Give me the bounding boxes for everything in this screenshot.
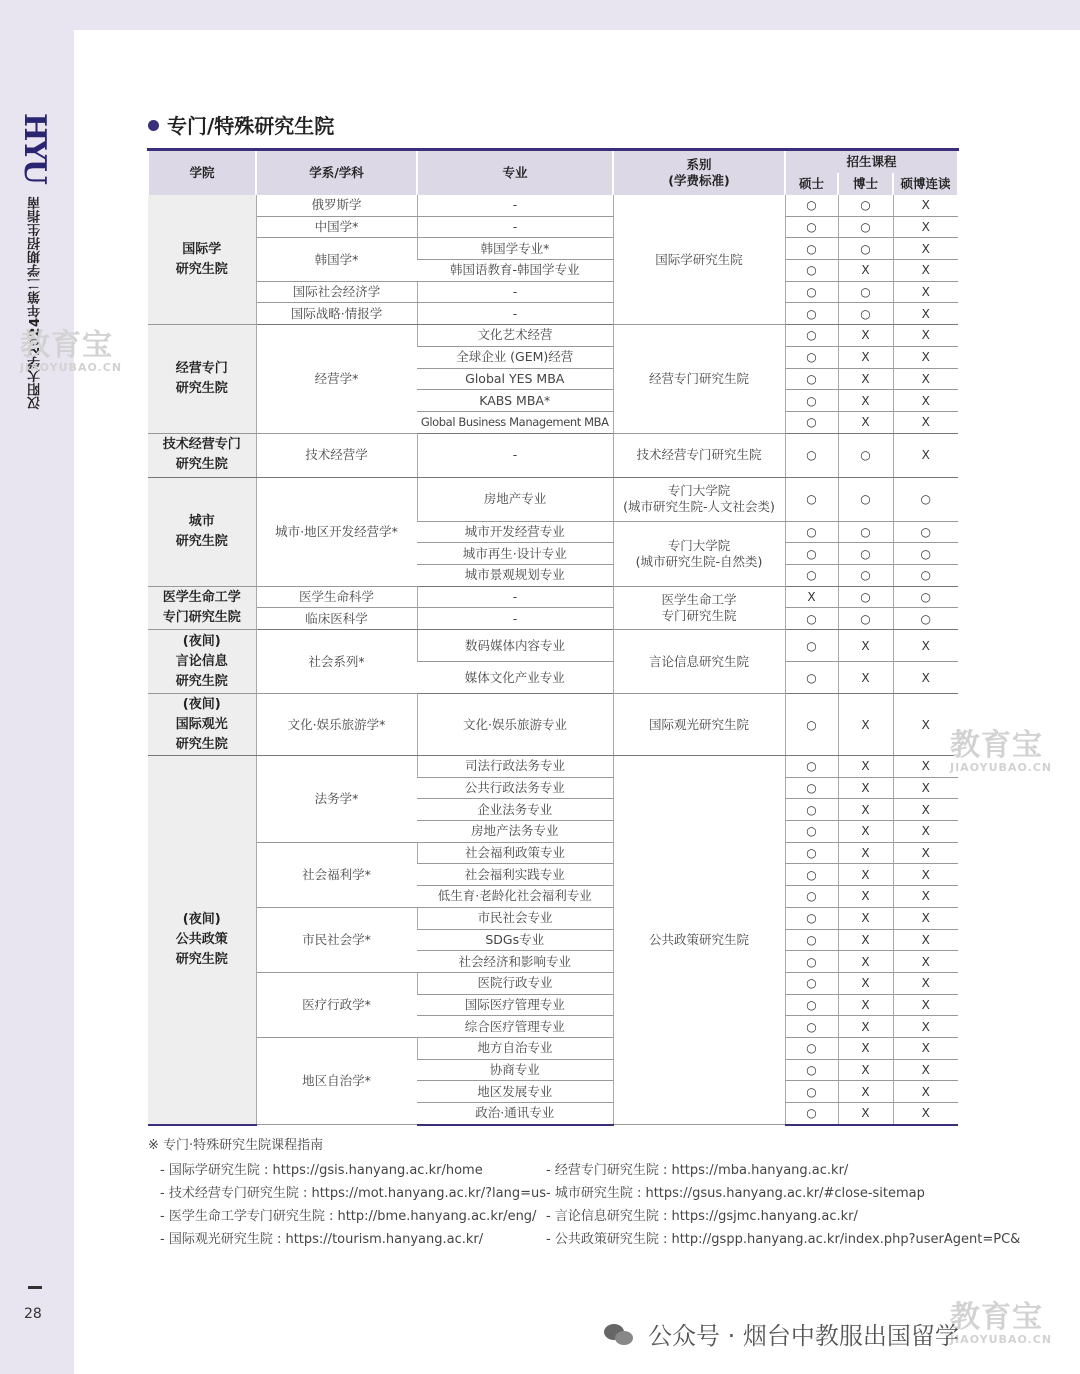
dept-cell: 技术经营学 — [256, 433, 417, 477]
combined-mark: X — [893, 346, 958, 368]
combined-mark: X — [893, 972, 958, 994]
combined-mark: X — [893, 842, 958, 864]
combined-mark: X — [893, 994, 958, 1016]
combined-mark: X — [893, 368, 958, 390]
doctor-mark: X — [838, 951, 893, 973]
doctor-mark: X — [838, 1103, 893, 1125]
doctor-mark: X — [838, 907, 893, 929]
combined-mark: X — [893, 694, 958, 756]
master-mark: ○ — [785, 951, 838, 973]
table-row — [148, 907, 958, 929]
major-cell: 市民社会专业 — [417, 907, 613, 929]
doctor-mark: X — [838, 1059, 893, 1081]
doctor-mark: X — [838, 886, 893, 908]
combined-mark: ○ — [893, 608, 958, 630]
dept-cell: 法务学* — [256, 756, 417, 843]
tuition-cell: 经营专门研究生院 — [613, 325, 785, 433]
table-row — [148, 842, 958, 864]
major-cell: SDGs专业 — [417, 929, 613, 951]
table-row — [148, 756, 958, 778]
master-mark: ○ — [785, 303, 838, 325]
major-cell: 韩国语教育-韩国学专业 — [417, 260, 613, 282]
doctor-mark: X — [838, 630, 893, 662]
dept-cell: 韩国学* — [256, 238, 417, 281]
combined-mark: X — [893, 1103, 958, 1125]
master-mark: ○ — [785, 756, 838, 778]
doctor-mark: ○ — [838, 564, 893, 586]
table-row — [148, 195, 958, 216]
table-row — [148, 433, 958, 477]
table-row — [148, 630, 958, 662]
sidebar — [0, 0, 74, 1374]
master-mark: ○ — [785, 821, 838, 843]
hyu-logo: HYU — [17, 113, 52, 183]
combined-mark: X — [893, 951, 958, 973]
dept-cell: 地区自治学* — [256, 1037, 417, 1124]
combined-mark: X — [893, 821, 958, 843]
combined-mark: ○ — [893, 543, 958, 565]
doctor-mark: X — [838, 411, 893, 433]
table-row — [148, 694, 958, 756]
major-cell: 地区发展专业 — [417, 1081, 613, 1103]
doctor-mark: ○ — [838, 521, 893, 543]
dept-cell: 城市·地区开发经营学* — [256, 477, 417, 586]
master-mark: ○ — [785, 1037, 838, 1059]
master-mark: ○ — [785, 608, 838, 630]
combined-mark: X — [893, 662, 958, 694]
college-cell: (夜间) 国际观光 研究生院 — [148, 694, 256, 756]
table-row — [148, 238, 958, 260]
major-cell: 文化·娱乐旅游专业 — [417, 694, 613, 756]
master-mark: ○ — [785, 216, 838, 238]
college-cell: 城市 研究生院 — [148, 477, 256, 586]
dept-cell: 中国学* — [256, 216, 417, 238]
master-mark: ○ — [785, 842, 838, 864]
table-row — [148, 216, 958, 238]
table-row — [148, 608, 958, 630]
major-cell: 司法行政法务专业 — [417, 756, 613, 778]
combined-mark: X — [893, 886, 958, 908]
major-cell: 政治·通讯专业 — [417, 1103, 613, 1125]
section-heading-text: 专门/特殊研究生院 — [167, 114, 335, 138]
major-cell: 城市开发经营专业 — [417, 521, 613, 543]
tuition-cell: 言论信息研究生院 — [613, 630, 785, 694]
watermark: 教育宝 JIAOYUBAO.CN — [950, 1300, 1053, 1346]
table-row — [148, 972, 958, 994]
combined-mark: ○ — [893, 564, 958, 586]
master-mark: ○ — [785, 694, 838, 756]
master-mark: ○ — [785, 281, 838, 303]
combined-mark: X — [893, 1016, 958, 1038]
doctor-mark: X — [838, 390, 893, 412]
master-mark: ○ — [785, 662, 838, 694]
notes-left-column — [148, 1159, 546, 1251]
master-mark: ○ — [785, 907, 838, 929]
header-major: 专业 — [417, 150, 613, 196]
major-cell: 城市再生·设计专业 — [417, 543, 613, 565]
major-cell: 房地产专业 — [417, 477, 613, 521]
table-row — [148, 477, 958, 521]
master-mark: ○ — [785, 325, 838, 347]
major-cell: - — [417, 608, 613, 630]
notes-right-column — [546, 1159, 1021, 1251]
master-mark: ○ — [785, 238, 838, 260]
major-cell: - — [417, 303, 613, 325]
major-cell: 韩国学专业* — [417, 238, 613, 260]
doctor-mark: ○ — [838, 303, 893, 325]
note-link[interactable]: - 公共政策研究生院 : http://gspp.hanyang.ac.kr/index.php?userAgent=PC& — [546, 1232, 1021, 1247]
doctor-mark: X — [838, 1016, 893, 1038]
wechat-account-label: 公众号 · 烟台中教服出国留学 — [648, 1322, 959, 1350]
doctor-mark: X — [838, 994, 893, 1016]
master-mark: ○ — [785, 543, 838, 565]
major-cell: 全球企业 (GEM)经营 — [417, 346, 613, 368]
graduate-school-table — [147, 148, 959, 1126]
major-cell: - — [417, 195, 613, 216]
table-row — [148, 281, 958, 303]
master-mark: ○ — [785, 799, 838, 821]
combined-mark: X — [893, 216, 958, 238]
watermark: 教育宝 JIAOYUBAO.CN — [20, 328, 123, 374]
master-mark: ○ — [785, 929, 838, 951]
notes — [148, 1134, 1021, 1251]
doctor-mark: ○ — [838, 586, 893, 608]
major-cell: 地方自治专业 — [417, 1037, 613, 1059]
master-mark: ○ — [785, 368, 838, 390]
major-cell: 数码媒体内容专业 — [417, 630, 613, 662]
major-cell: 国际医疗管理专业 — [417, 994, 613, 1016]
combined-mark: X — [893, 907, 958, 929]
header-tuition: 系别 (学费标准) — [613, 150, 785, 196]
master-mark: ○ — [785, 1016, 838, 1038]
doctor-mark: ○ — [838, 543, 893, 565]
note-link[interactable]: - 国际观光研究生院 : https://tourism.hanyang.ac.kr/ — [160, 1232, 484, 1247]
combined-mark: ○ — [893, 586, 958, 608]
combined-mark: X — [893, 325, 958, 347]
master-mark: ○ — [785, 477, 838, 521]
doctor-mark: X — [838, 756, 893, 778]
tuition-cell: 公共政策研究生院 — [613, 756, 785, 1125]
tuition-cell: 医学生命工学 专门研究生院 — [613, 586, 785, 629]
master-mark: ○ — [785, 886, 838, 908]
header-combined: 硕博连读 — [893, 173, 958, 195]
master-mark: ○ — [785, 521, 838, 543]
tuition-cell: 专门大学院 (城市研究生院-人文社会类) — [613, 477, 785, 521]
master-mark: ○ — [785, 994, 838, 1016]
major-cell: 城市景观规划专业 — [417, 564, 613, 586]
combined-mark: X — [893, 260, 958, 282]
header-dept: 学系/学科 — [256, 150, 417, 196]
wechat-icon — [604, 1322, 634, 1346]
note-link[interactable]: - 技术经营专门研究生院 : https://mot.hanyang.ac.kr/?lang=us — [160, 1186, 547, 1201]
table-row — [148, 325, 958, 347]
master-mark: ○ — [785, 1103, 838, 1125]
major-cell: 低生育·老龄化社会福利专业 — [417, 886, 613, 908]
header-master: 硕士 — [785, 173, 838, 195]
top-band — [0, 0, 1080, 30]
combined-mark: X — [893, 390, 958, 412]
major-cell: 文化艺术经营 — [417, 325, 613, 347]
tuition-cell: 技术经营专门研究生院 — [613, 433, 785, 477]
tuition-cell: 专门大学院 (城市研究生院-自然类) — [613, 521, 785, 586]
note-link[interactable]: - 城市研究生院 : https://gsus.hanyang.ac.kr/#close-sitemap — [546, 1186, 925, 1201]
major-cell: - — [417, 433, 613, 477]
table-row — [148, 586, 958, 608]
dept-cell: 俄罗斯学 — [256, 195, 417, 216]
master-mark: ○ — [785, 433, 838, 477]
doctor-mark: ○ — [838, 216, 893, 238]
doctor-mark: X — [838, 260, 893, 282]
master-mark: ○ — [785, 864, 838, 886]
combined-mark: X — [893, 281, 958, 303]
master-mark: ○ — [785, 390, 838, 412]
college-cell: 医学生命工学 专门研究生院 — [148, 586, 256, 629]
wechat-footer — [604, 1316, 959, 1351]
doctor-mark: ○ — [838, 195, 893, 216]
watermark: 教育宝 JIAOYUBAO.CN — [950, 728, 1053, 774]
doctor-mark: X — [838, 325, 893, 347]
major-cell: 社会福利政策专业 — [417, 842, 613, 864]
dept-cell: 经营学* — [256, 325, 417, 433]
dept-cell: 医疗行政学* — [256, 972, 417, 1037]
combined-mark: X — [893, 433, 958, 477]
doctor-mark: X — [838, 694, 893, 756]
section-heading — [148, 110, 334, 139]
master-mark: ○ — [785, 777, 838, 799]
header-college: 学院 — [148, 150, 256, 196]
master-mark: ○ — [785, 195, 838, 216]
header-doctor: 博士 — [838, 173, 893, 195]
master-mark: ○ — [785, 972, 838, 994]
combined-mark: ○ — [893, 477, 958, 521]
combined-mark: X — [893, 799, 958, 821]
doctor-mark: X — [838, 368, 893, 390]
master-mark: ○ — [785, 1081, 838, 1103]
doctor-mark: ○ — [838, 281, 893, 303]
combined-mark: X — [893, 411, 958, 433]
combined-mark: X — [893, 1081, 958, 1103]
table-row — [148, 1037, 958, 1059]
major-cell: 综合医疗管理专业 — [417, 1016, 613, 1038]
doctor-mark: X — [838, 972, 893, 994]
note-link[interactable]: - 医学生命工学专门研究生院 : http://bme.hanyang.ac.kr/eng/ — [160, 1209, 537, 1224]
page-number-bar — [28, 1286, 42, 1289]
dept-cell: 临床医科学 — [256, 608, 417, 630]
notes-title: ※ 专门·特殊研究生院课程指南 — [148, 1138, 324, 1153]
doctor-mark: X — [838, 821, 893, 843]
master-mark: ○ — [785, 411, 838, 433]
master-mark: X — [785, 586, 838, 608]
college-cell: (夜间) 言论信息 研究生院 — [148, 630, 256, 694]
doctor-mark: X — [838, 929, 893, 951]
doctor-mark: X — [838, 1037, 893, 1059]
master-mark: ○ — [785, 630, 838, 662]
master-mark: ○ — [785, 260, 838, 282]
college-cell: 国际学 研究生院 — [148, 195, 256, 325]
major-cell: - — [417, 586, 613, 608]
combined-mark: X — [893, 303, 958, 325]
doctor-mark: X — [838, 842, 893, 864]
side-title: 汉阳大学2024年第二学期招生指南 — [28, 196, 43, 410]
college-cell: 经营专门 研究生院 — [148, 325, 256, 433]
dept-cell: 国际战略·情报学 — [256, 303, 417, 325]
page-number: 28 — [24, 1306, 42, 1322]
combined-mark: X — [893, 1059, 958, 1081]
note-link[interactable]: - 国际学研究生院 : https://gsis.hanyang.ac.kr/home — [160, 1163, 483, 1178]
dept-cell: 社会福利学* — [256, 842, 417, 907]
dept-cell: 社会系列* — [256, 630, 417, 694]
combined-mark: X — [893, 1037, 958, 1059]
doctor-mark: X — [838, 662, 893, 694]
tuition-cell: 国际学研究生院 — [613, 195, 785, 325]
doctor-mark: ○ — [838, 608, 893, 630]
major-cell: 媒体文化产业专业 — [417, 662, 613, 694]
combined-mark: X — [893, 238, 958, 260]
doctor-mark: X — [838, 1081, 893, 1103]
major-cell: 协商专业 — [417, 1059, 613, 1081]
major-cell: Global YES MBA — [417, 368, 613, 390]
master-mark: ○ — [785, 346, 838, 368]
major-cell: - — [417, 281, 613, 303]
doctor-mark: ○ — [838, 477, 893, 521]
major-cell: 社会福利实践专业 — [417, 864, 613, 886]
combined-mark: X — [893, 195, 958, 216]
combined-mark: X — [893, 777, 958, 799]
doctor-mark: X — [838, 777, 893, 799]
table-body — [148, 195, 958, 1125]
doctor-mark: ○ — [838, 238, 893, 260]
master-mark: ○ — [785, 564, 838, 586]
note-link[interactable]: - 经营专门研究生院 : https://mba.hanyang.ac.kr/ — [546, 1163, 849, 1178]
doctor-mark: X — [838, 864, 893, 886]
combined-mark: X — [893, 756, 958, 778]
note-link[interactable]: - 言论信息研究生院 : https://gsjmc.hanyang.ac.kr/ — [546, 1209, 858, 1224]
combined-mark: X — [893, 864, 958, 886]
doctor-mark: X — [838, 346, 893, 368]
college-cell: 技术经营专门 研究生院 — [148, 433, 256, 477]
dept-cell: 医学生命科学 — [256, 586, 417, 608]
dept-cell: 市民社会学* — [256, 907, 417, 972]
tuition-cell: 国际观光研究生院 — [613, 694, 785, 756]
major-cell: 社会经济和影响专业 — [417, 951, 613, 973]
dept-cell: 国际社会经济学 — [256, 281, 417, 303]
major-cell: 企业法务专业 — [417, 799, 613, 821]
dept-cell: 文化·娱乐旅游学* — [256, 694, 417, 756]
combined-mark: ○ — [893, 521, 958, 543]
header-courses: 招生课程 — [785, 150, 958, 174]
major-cell: 房地产法务专业 — [417, 821, 613, 843]
major-cell: Global Business Management MBA — [417, 411, 613, 433]
major-cell: 公共行政法务专业 — [417, 777, 613, 799]
combined-mark: X — [893, 630, 958, 662]
college-cell: (夜间) 公共政策 研究生院 — [148, 756, 256, 1125]
major-cell: - — [417, 216, 613, 238]
master-mark: ○ — [785, 1059, 838, 1081]
doctor-mark: X — [838, 799, 893, 821]
table-row — [148, 303, 958, 325]
doctor-mark: ○ — [838, 433, 893, 477]
major-cell: KABS MBA* — [417, 390, 613, 412]
combined-mark: X — [893, 929, 958, 951]
major-cell: 医院行政专业 — [417, 972, 613, 994]
bullet-dot-icon — [148, 120, 159, 131]
